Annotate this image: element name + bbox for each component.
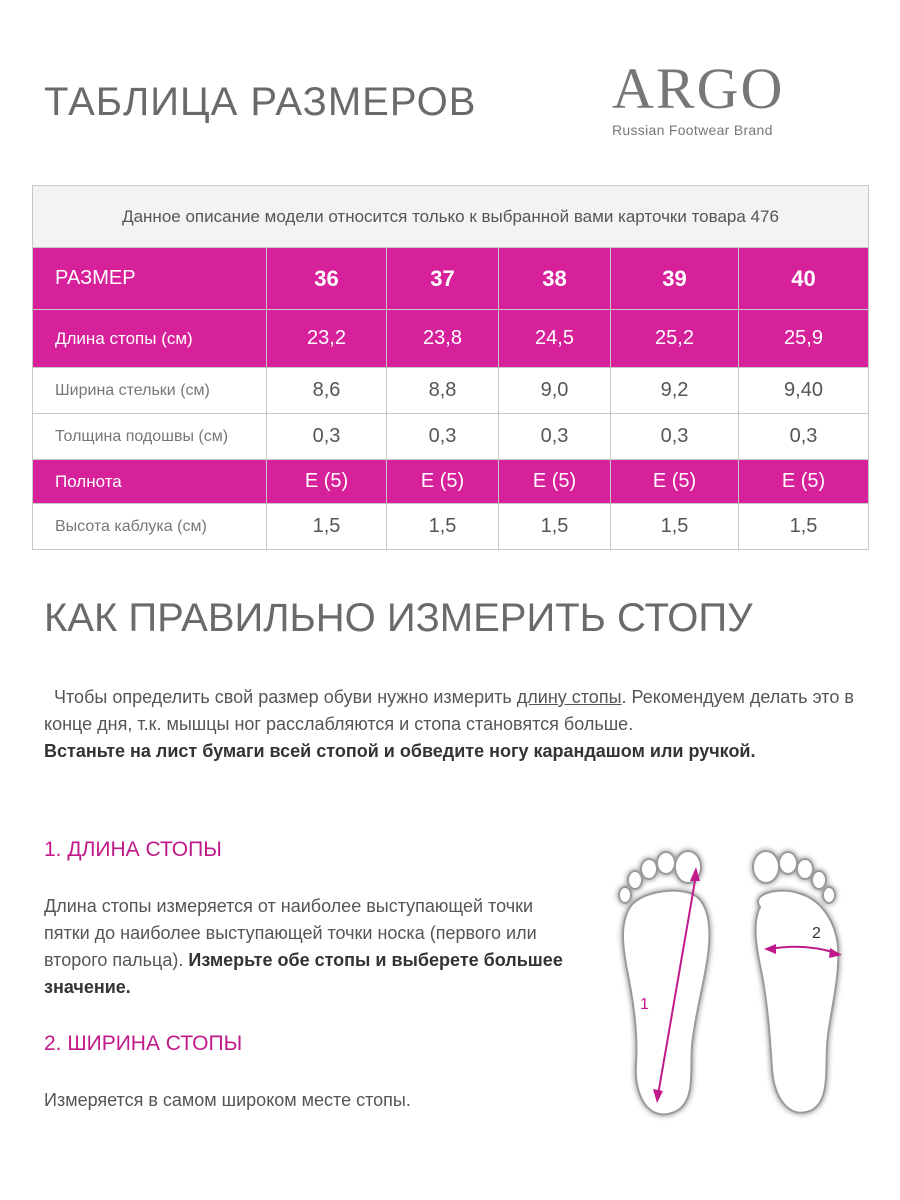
table-row (33, 368, 869, 414)
page-title: ТАБЛИЦА РАЗМЕРОВ (44, 80, 477, 124)
table-cell: 1,5 (267, 504, 387, 550)
table-row (33, 310, 869, 368)
table-cell: 0,3 (387, 414, 499, 460)
size-header-cell: 36 (267, 248, 387, 310)
size-table (32, 185, 869, 550)
row-label: Ширина стельки (см) (33, 368, 267, 414)
table-cell: E (5) (267, 460, 387, 504)
row-label: Толщина подошвы (см) (33, 414, 267, 460)
size-header-cell: 37 (387, 248, 499, 310)
table-cell: 1,5 (611, 504, 739, 550)
intro-highlight: длину стопы (516, 687, 622, 707)
table-cell: 25,2 (611, 310, 739, 368)
table-cell: 23,8 (387, 310, 499, 368)
table-cell: E (5) (387, 460, 499, 504)
brand-tagline: Russian Footwear Brand (612, 122, 773, 138)
row-label: Длина стопы (см) (33, 310, 267, 368)
table-cell: 9,40 (739, 368, 869, 414)
step1-text: Длина стопы измеряется от наиболее выступающей точки пятки до наиболее выступающей точки носка (первого или второго пальца). (44, 896, 537, 970)
table-cell: 24,5 (499, 310, 611, 368)
table-cell: 0,3 (499, 414, 611, 460)
size-header-cell: 39 (611, 248, 739, 310)
table-row (33, 460, 869, 504)
table-cell: E (5) (739, 460, 869, 504)
table-cell: 1,5 (387, 504, 499, 550)
right-foot-icon (753, 851, 838, 1113)
table-cell: 9,2 (611, 368, 739, 414)
row-label: Полнота (33, 460, 267, 504)
size-header-cell: 40 (739, 248, 869, 310)
table-cell: E (5) (611, 460, 739, 504)
table-note: Данное описание модели относится только к выбранной вами карточки товара 476 (33, 186, 869, 248)
table-cell: E (5) (499, 460, 611, 504)
table-cell: 8,6 (267, 368, 387, 414)
row-label: Высота каблука (см) (33, 504, 267, 550)
size-header-cell: 38 (499, 248, 611, 310)
intro-text: . Рекомендуем делать это в конце дня, т.к. мышцы ног расслабляются и стопа становятся больше. (44, 687, 854, 734)
table-cell: 8,8 (387, 368, 499, 414)
width-label: 2 (812, 925, 821, 942)
feet-measurement-diagram (600, 845, 870, 1130)
length-label: 1 (640, 996, 649, 1013)
intro-text: Чтобы определить свой размер обуви нужно измерить (54, 687, 517, 707)
size-header-label: РАЗМЕР (33, 248, 267, 310)
left-foot-icon (619, 851, 709, 1114)
table-cell: 0,3 (267, 414, 387, 460)
brand-name: ARGO (612, 56, 785, 121)
table-row (33, 504, 869, 550)
table-cell: 9,0 (499, 368, 611, 414)
table-cell: 0,3 (739, 414, 869, 460)
step2-title: 2. ШИРИНА СТОПЫ (44, 1032, 243, 1055)
intro-paragraph (44, 684, 874, 765)
step2-text: Измеряется в самом широком месте стопы. (44, 1090, 411, 1110)
table-header-row (33, 248, 869, 310)
step1-paragraph (44, 893, 574, 1001)
table-cell: 1,5 (499, 504, 611, 550)
table-cell: 1,5 (739, 504, 869, 550)
table-cell: 23,2 (267, 310, 387, 368)
brand-logo (612, 58, 812, 138)
step1-bold-text: Измерьте обе стопы и выберете большее значение. (44, 950, 563, 997)
table-row (33, 414, 869, 460)
table-cell: 0,3 (611, 414, 739, 460)
intro-bold-text: Встаньте на лист бумаги всей стопой и обведите ногу карандашом или ручкой. (44, 741, 756, 761)
section-title: КАК ПРАВИЛЬНО ИЗМЕРИТЬ СТОПУ (44, 596, 753, 640)
step1-title: 1. ДЛИНА СТОПЫ (44, 838, 222, 861)
table-cell: 25,9 (739, 310, 869, 368)
